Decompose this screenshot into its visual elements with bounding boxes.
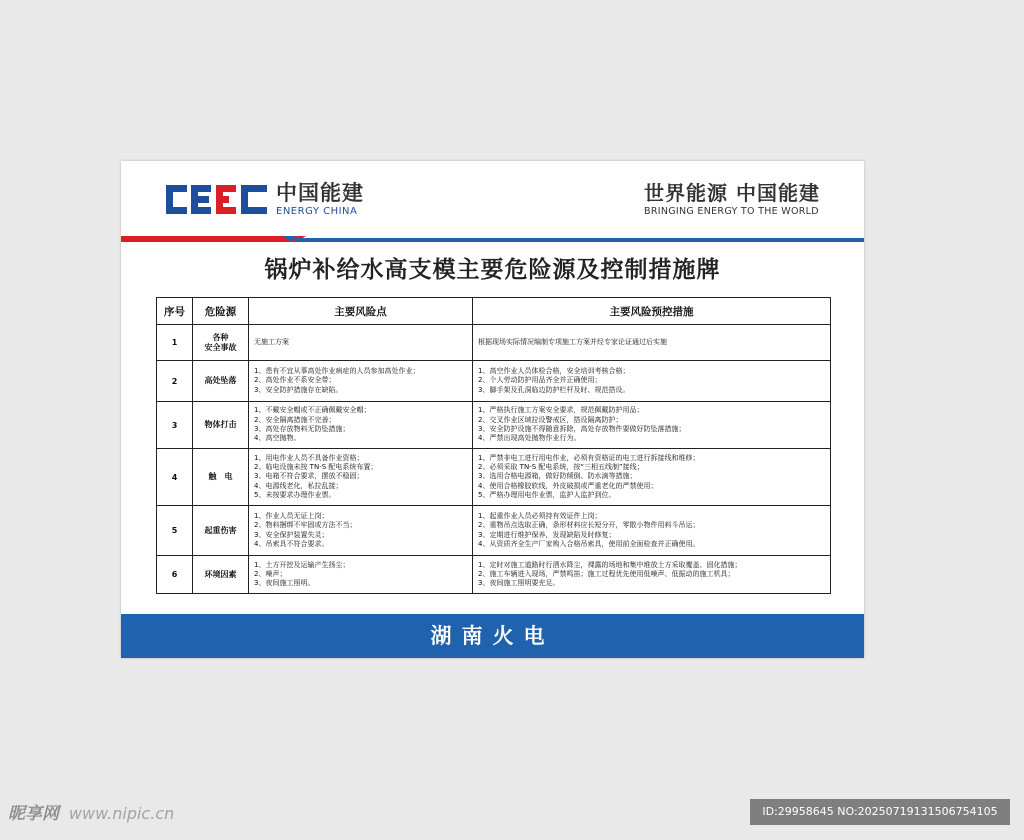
row-risks [249, 556, 473, 594]
logo-company-name: 中国能建 [276, 180, 364, 205]
risk-item: 4、电源线老化，私拉乱接； [254, 481, 343, 490]
control-item: 4、严禁出现高处抛物作业行为。 [478, 434, 581, 443]
control-item: 3、夜间施工照明要充足。 [478, 579, 560, 588]
row-risks [249, 361, 473, 402]
row-controls [473, 506, 831, 556]
logo-company-name-en: ENERGY CHINA [276, 205, 358, 217]
row-number: 2 [157, 361, 193, 402]
risk-item: 3、安全防护措施存在缺陷。 [254, 385, 343, 394]
row-risks [249, 325, 473, 361]
control-item: 根据现场实际情况编制专项施工方案并经专家论证通过后实施 [478, 337, 667, 346]
control-item: 3、选用合格电源箱，做好防倾倒、防水滴等措施； [478, 472, 637, 481]
control-item: 2、个人劳动防护用品齐全并正确使用； [478, 376, 602, 385]
table-row [157, 361, 831, 402]
risk-item: 2、临电设施未按 TN-S 配电系统布置； [254, 463, 378, 472]
row-hazard [193, 402, 249, 449]
ceec-logo-mark-icon [165, 181, 268, 218]
table-header-row [157, 298, 831, 325]
control-item: 3、脚手架及孔洞临边防护栏杆及时、规范搭设。 [478, 385, 630, 394]
slogan-cn: 世界能源 中国能建 [644, 181, 820, 205]
watermark-brand: 昵享网 [8, 804, 59, 824]
control-item: 2、交叉作业区域拉设警戒区，搭设隔离防护； [478, 415, 623, 424]
control-item: 3、定期进行维护保养，发现缺陷及时修复； [478, 530, 616, 539]
hazard-line: 环境因素 [204, 569, 237, 579]
control-item: 1、严禁非电工进行用电作业，必须有资格证的电工进行拆接线和维修； [478, 453, 700, 462]
control-item: 2、必须采取 TN-S 配电系统，按“三相五线制”接线； [478, 463, 644, 472]
risk-item: 1、不戴安全帽或不正确佩戴安全帽； [254, 406, 371, 415]
ceec-logo [165, 179, 364, 219]
risk-item: 3、夜间施工照明。 [254, 579, 315, 588]
control-item: 3、安全防护设施不得随意拆除，高处存放物件要做好防坠落措施； [478, 425, 686, 433]
control-item: 5、严格办理用电作业票，监护人监护到位。 [478, 490, 616, 499]
row-controls [473, 556, 831, 594]
image-id-label: ID:29958645 NO:20250719131506754105 [750, 799, 1010, 825]
hazard-line: 物体打击 [204, 420, 237, 429]
header-serial-number: 序号 [157, 298, 193, 325]
risk-item: 1、患有不宜从事高处作业病症的人员参加高处作业； [254, 367, 420, 376]
risk-item: 4、吊索具不符合要求。 [254, 539, 329, 548]
risk-item: 3、安全保护装置失灵； [254, 530, 329, 539]
control-item: 4、从资质齐全生产厂家购入合格吊索具，使用前全面检查并正确使用。 [478, 539, 700, 548]
watermark-url: www.nipic.cn [68, 804, 175, 823]
row-controls [473, 325, 831, 361]
row-hazard [193, 556, 249, 594]
row-hazard [193, 361, 249, 402]
header-hazard-source: 危险源 [193, 298, 249, 325]
row-risks [249, 449, 473, 506]
risk-item: 1、作业人员无证上岗； [254, 511, 329, 520]
sign-title: 锅炉补给水高支模主要危险源及控制措施牌 [264, 257, 721, 283]
risk-item: 3、电箱不符合要求，摆放不稳固； [254, 472, 364, 481]
row-hazard [193, 506, 249, 556]
table-row [157, 402, 831, 449]
risk-item: 4、高空抛物。 [254, 434, 301, 443]
control-item: 1、高空作业人员体检合格，安全培训考核合格； [478, 367, 630, 376]
control-item: 4、使用合格橡胶软线，外皮破损或严重老化的严禁使用； [478, 481, 658, 490]
table-row [157, 506, 831, 556]
hazard-line: 高处坠落 [204, 376, 237, 385]
row-risks [249, 402, 473, 449]
row-hazard [193, 449, 249, 506]
hazard-control-table [156, 297, 831, 594]
control-item: 2、施工车辆进入现场，严禁鸣笛；施工过程优先使用低噪声、低振动的施工机具； [478, 569, 735, 578]
row-number: 1 [157, 325, 193, 361]
risk-item: 1、用电作业人员不具备作业资格； [254, 453, 364, 462]
control-item: 1、定时对施工道路时行洒水降尘，裸露的场地和集中堆放土方采取覆盖、固化措施； [478, 560, 742, 569]
hazard-line: 各种 [212, 332, 229, 342]
company-slogan [644, 181, 820, 219]
slogan-en: BRINGING ENERGY TO THE WORLD [644, 206, 819, 217]
header-control-measures: 主要风险预控措施 [473, 298, 831, 325]
control-item: 2、重物吊点选取正确，条形材料应长短分开，零散小物件用料斗吊运； [478, 521, 700, 530]
header-main-risks: 主要风险点 [249, 298, 473, 325]
risk-item: 2、高处作业不系安全带； [254, 376, 336, 385]
header-divider-stripe [121, 236, 864, 242]
control-item: 1、起重作业人员必须持有效证件上岗； [478, 511, 602, 520]
row-number: 5 [157, 506, 193, 556]
hazard-line: 触 电 [208, 472, 233, 481]
table-row [157, 449, 831, 506]
row-number: 3 [157, 402, 193, 449]
risk-item: 1、土方开挖及运输产生扬尘； [254, 560, 350, 569]
control-item: 1、严格执行施工方案安全要求，规范佩戴防护用品； [478, 406, 644, 415]
risk-item: 2、安全隔离措施不完善； [254, 415, 336, 424]
risk-item: 3、高处存放物料无防坠措施； [254, 425, 350, 433]
row-controls [473, 361, 831, 402]
row-risks [249, 506, 473, 556]
safety-sign-board [121, 161, 864, 658]
hazard-line: 起重伤害 [204, 525, 237, 535]
row-number: 6 [157, 556, 193, 594]
risk-item: 2、物料捆绑不牢固或方法不当； [254, 521, 357, 530]
row-number: 4 [157, 449, 193, 506]
risk-item: 5、未按要求办理作业票。 [254, 490, 336, 499]
table-row [157, 325, 831, 361]
table-row [157, 556, 831, 594]
risk-item: 2、噪声； [254, 569, 287, 578]
row-controls [473, 402, 831, 449]
footer-company-name: 湖南火电 [121, 614, 864, 658]
row-hazard [193, 325, 249, 361]
hazard-line: 安全事故 [204, 342, 237, 352]
row-controls [473, 449, 831, 506]
risk-item: 无施工方案 [254, 337, 289, 346]
nipic-watermark [8, 799, 174, 824]
